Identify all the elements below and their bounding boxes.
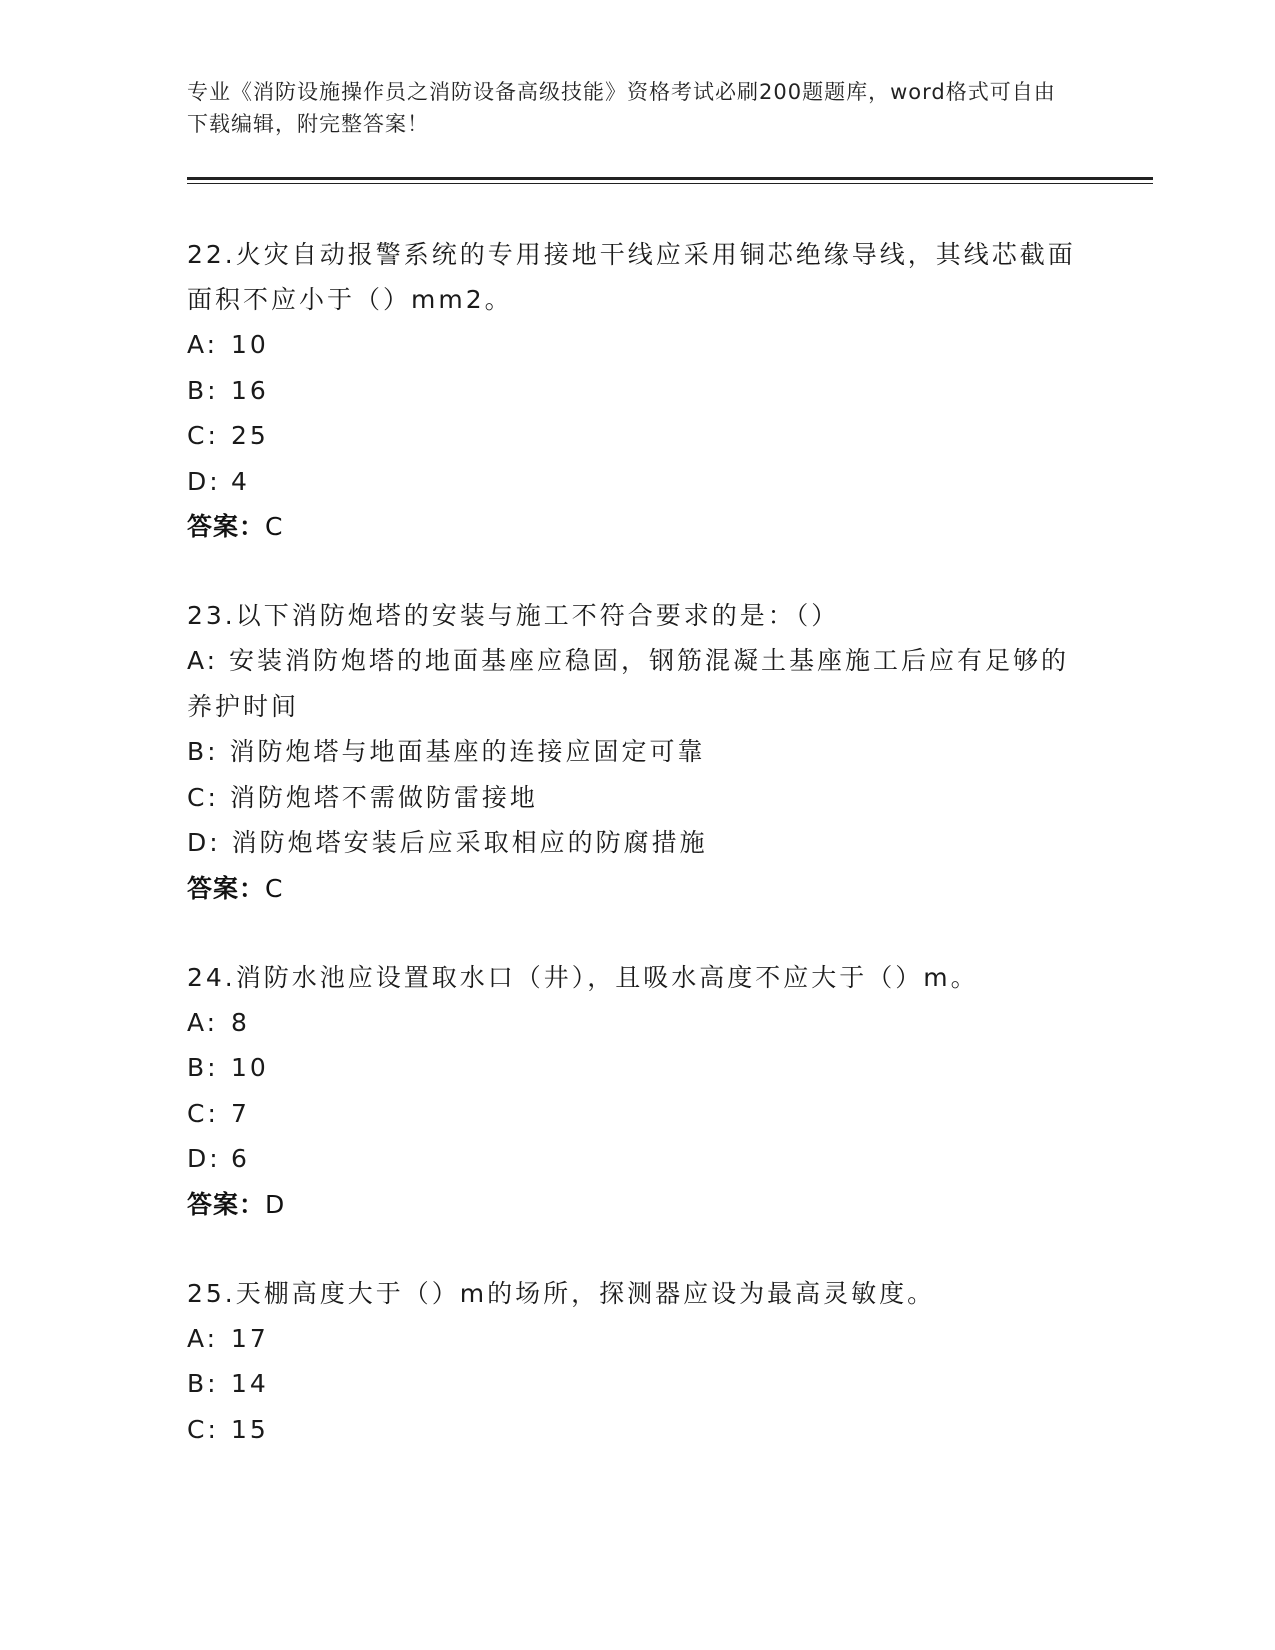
option-label: C: [187,1098,219,1128]
header-rule-thick [187,177,1153,180]
option-text: 消防炮塔不需做防雷接地 [229,782,538,812]
option-b [187,1361,1077,1407]
option-text: 安装消防炮塔的地面基座应稳固，钢筋混凝土基座施工后应有足够的养护时间 [187,646,1070,721]
question-25 [187,1271,1077,1453]
option-label: A: [187,330,219,359]
option-label: A: [187,1007,219,1037]
option-label: C: [187,782,219,812]
option-text: 6 [231,1144,250,1173]
question-stem: 24.消防水池应设置取水口（井），且吸水高度不应大于（）m。 [187,962,979,992]
document-header: 专业《消防设施操作员之消防设备高级技能》资格考试必刷200题题库，word格式可自由下载编辑，附完整答案！ [187,80,1056,136]
option-text: 7 [231,1098,250,1128]
option-text: 消防炮塔安装后应采取相应的防腐措施 [231,828,708,857]
option-c [187,1091,1077,1137]
option-d [187,1136,1077,1182]
answer-label: 答案： [187,873,266,903]
option-label: A: [187,646,219,675]
option-text: 25 [231,421,269,450]
option-text: 4 [231,466,250,496]
option-d [187,820,1077,866]
option-c [187,1407,1077,1453]
answer-line [187,1182,1077,1227]
option-label: D: [187,828,221,857]
option-a [187,322,1077,368]
option-c [187,413,1077,459]
option-a [187,1316,1077,1362]
answer-value: C [265,512,284,541]
question-22 [187,232,1077,549]
option-label: C: [187,421,219,450]
option-c [187,775,1077,821]
question-stem: 23.以下消防炮塔的安装与施工不符合要求的是：（） [187,601,840,630]
option-text: 14 [231,1369,269,1398]
option-label: D: [187,466,221,496]
option-text: 8 [231,1007,250,1037]
option-text: 消防炮塔与地面基座的连接应固定可靠 [229,737,706,766]
answer-line [187,866,1077,911]
option-text: 10 [231,330,269,359]
answer-value: C [265,873,284,903]
option-label: A: [187,1323,219,1353]
option-text: 17 [231,1323,269,1353]
option-label: B: [187,737,219,766]
question-stem: 25.天棚高度大于（）m的场所，探测器应设为最高灵敏度。 [187,1278,936,1308]
question-list [187,232,1077,1496]
option-a [187,1000,1077,1046]
option-label: B: [187,1053,219,1082]
option-b [187,368,1077,414]
option-text: 10 [231,1053,269,1082]
answer-label: 答案： [187,512,266,541]
option-label: D: [187,1144,221,1173]
question-24 [187,955,1077,1227]
option-text: 15 [231,1414,269,1444]
option-label: B: [187,1369,219,1398]
question-23 [187,593,1077,911]
option-b [187,729,1077,775]
option-b [187,1045,1077,1091]
answer-value: D [265,1189,286,1219]
option-label: B: [187,375,219,405]
option-a [187,638,1077,729]
option-d [187,459,1077,505]
answer-line [187,504,1077,549]
option-text: 16 [231,375,269,405]
answer-label: 答案： [187,1189,266,1219]
header-rule-thin [187,183,1153,184]
option-label: C: [187,1414,219,1444]
question-stem: 22.火灾自动报警系统的专用接地干线应采用铜芯绝缘导线，其线芯截面面积不应小于（）mm2。 [187,240,1076,314]
